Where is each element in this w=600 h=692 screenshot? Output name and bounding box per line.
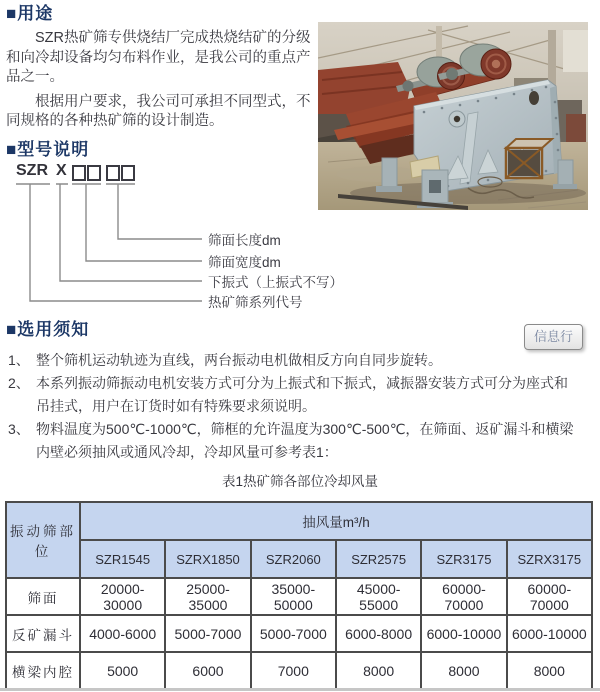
value-cell: 5000 — [80, 652, 165, 689]
value-cell: 6000-8000 — [336, 615, 421, 652]
corner-header-cell: 振动筛部位 — [6, 502, 80, 578]
row-label: 筛面 — [6, 578, 80, 615]
col-header: SZR2575 — [336, 540, 421, 578]
label-screen-length: 筛面长度dm — [208, 233, 281, 248]
info-line-badge[interactable]: 信息行 — [524, 324, 583, 350]
value-cell: 8000 — [421, 652, 506, 689]
usage-paragraphs — [6, 29, 318, 137]
value-cell: 4000-6000 — [80, 615, 165, 652]
row-label: 横梁内腔 — [6, 652, 80, 689]
value-cell: 6000-10000 — [507, 615, 592, 652]
value-cell: 60000-70000 — [507, 578, 592, 615]
cooling-air-table — [5, 501, 593, 690]
list-item-text: 物料温度为500℃-1000℃，筛框的允许温度为300℃-500℃，在筛面、返矿漏斗和横梁内壁必须抽风或通风冷却，冷却风量可参考表1： — [36, 421, 574, 460]
value-cell: 5000-7000 — [165, 615, 250, 652]
label-series-code: 热矿筛系列代号 — [208, 295, 303, 310]
list-item-number: 1、 — [8, 352, 30, 368]
value-cell: 6000 — [165, 652, 250, 689]
col-header: SZR3175 — [421, 540, 506, 578]
col-header: SZR1545 — [80, 540, 165, 578]
usage-paragraph-2: 根据用户要求，我公司可承担不同型式，不同规格的各种热矿筛的设计制造。 — [6, 93, 311, 129]
row-label: 反矿漏斗 — [6, 615, 80, 652]
value-cell: 8000 — [336, 652, 421, 689]
value-cell: 5000-7000 — [251, 615, 336, 652]
notes-list — [8, 349, 580, 464]
value-cell: 45000-55000 — [336, 578, 421, 615]
value-cell: 8000 — [507, 652, 592, 689]
list-item-text: 整个筛机运动轨迹为直线，两台振动电机做相反方向自同步旋转。 — [36, 352, 442, 368]
notes-section-title: ■选用须知 — [6, 320, 90, 339]
group-header-cell: 抽风量m³/h — [80, 502, 592, 540]
usage-section-title: ■用途 — [6, 4, 54, 23]
list-item — [8, 372, 580, 418]
table-row — [6, 615, 592, 652]
table-caption: 表1热矿筛各部位冷却风量 — [221, 474, 378, 489]
value-cell: 25000-35000 — [165, 578, 250, 615]
model-code-series: SZR — [16, 162, 48, 179]
table-row — [6, 540, 592, 578]
usage-paragraph-1: SZR热矿筛专供烧结厂完成热烧结矿的分级和向冷却设备均匀布料作业，是我公司的重点产品之一。 — [6, 30, 311, 85]
list-item — [8, 418, 580, 464]
list-item-number: 3、 — [8, 421, 30, 437]
col-header: SZRX1850 — [165, 540, 250, 578]
label-screen-width: 筛面宽度dm — [208, 255, 281, 270]
list-item-number: 2、 — [8, 375, 30, 391]
value-cell: 6000-10000 — [421, 615, 506, 652]
bottom-cutoff-strip — [0, 688, 600, 691]
list-item-text: 本系列振动筛振动电机安装方式可分为上振式和下振式，减振器安装方式可分为座式和吊挂式，用户在订货时如有特殊要求须说明。 — [36, 375, 568, 414]
list-item — [8, 349, 580, 372]
table-row — [6, 578, 592, 615]
col-header: SZRX3175 — [507, 540, 592, 578]
value-cell: 35000-50000 — [251, 578, 336, 615]
label-vibration-type: 下振式（上振式不写） — [208, 275, 343, 290]
model-code-diagram — [6, 162, 436, 316]
value-cell: 7000 — [251, 652, 336, 689]
model-code-x: X — [56, 162, 67, 179]
value-cell: 60000-70000 — [421, 578, 506, 615]
table-row — [6, 652, 592, 689]
model-section-title: ■型号说明 — [6, 140, 90, 159]
col-header: SZR2060 — [251, 540, 336, 578]
table-row — [6, 502, 592, 540]
value-cell: 20000-30000 — [80, 578, 165, 615]
